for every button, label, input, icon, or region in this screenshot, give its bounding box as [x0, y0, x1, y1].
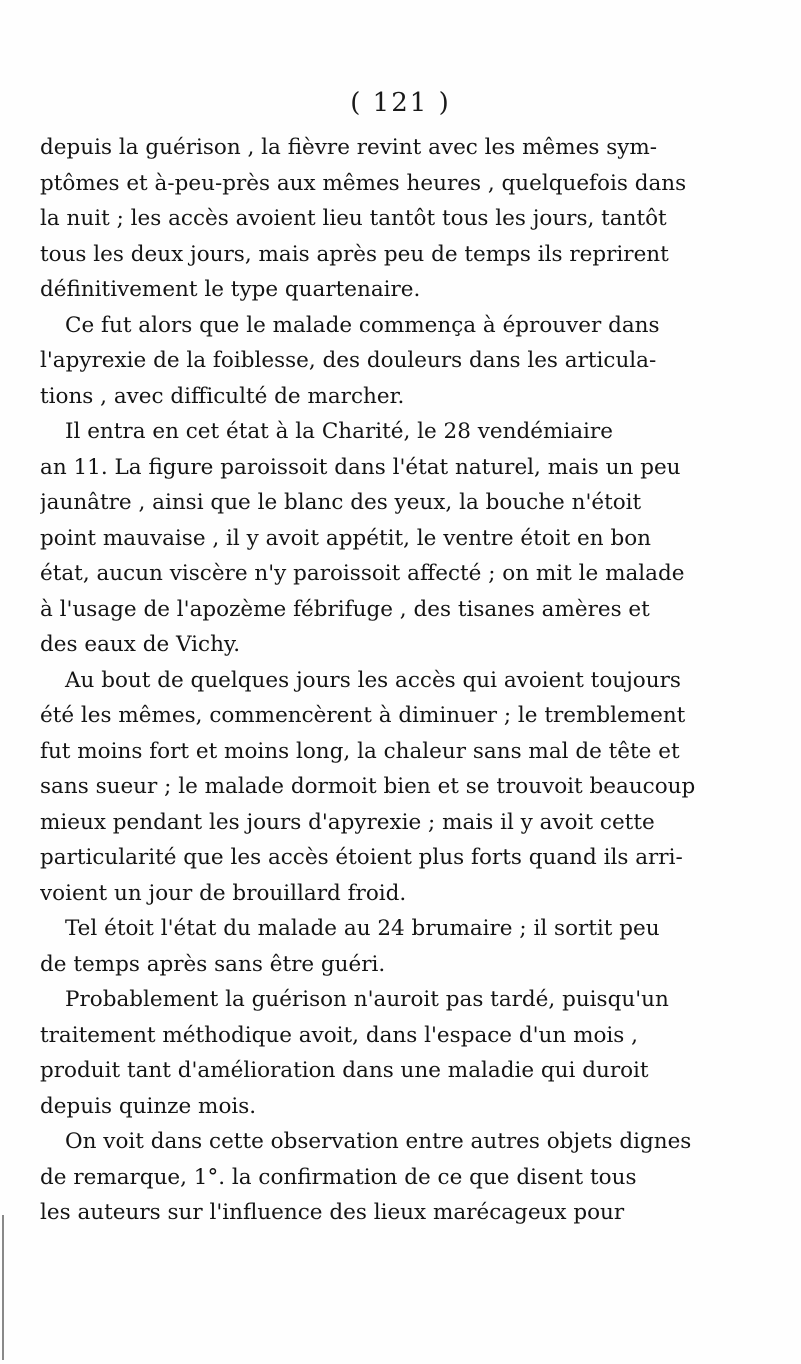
paragraph-start-line: Ce fut alors que le malade commença à éprouver dans [65, 312, 660, 338]
text-line: fut moins fort et moins long, la chaleur sans mal de tête et [40, 738, 680, 764]
text-line: depuis quinze mois. [40, 1093, 257, 1119]
text-line: sans sueur ; le malade dormoit bien et se trouvoit beaucoup [40, 774, 696, 799]
paragraph-start-line: Tel étoit l'état du malade au 24 brumaire ; il sortit peu [65, 916, 660, 941]
text-line: ptômes et à-peu-près aux mêmes heures , quelquefois dans [40, 170, 687, 196]
text-line: jaunâtre , ainsi que le blanc des yeux, la bouche n'étoit [40, 490, 642, 515]
text-line: point mauvaise , il y avoit appétit, le ventre étoit en bon [40, 525, 652, 551]
paragraph-start-line: Probablement la guérison n'auroit pas tardé, puisqu'un [65, 987, 669, 1012]
text-line: depuis la guérison , la fièvre revint avec les mêmes sym- [40, 135, 658, 160]
text-line: tions , avec difficulté de marcher. [40, 383, 405, 409]
text-line: la nuit ; les accès avoient lieu tantôt tous les jours, tantôt [40, 206, 667, 231]
text-line: produit tant d'amélioration dans une maladie qui duroit [40, 1058, 649, 1083]
text-line: l'apyrexie de la foiblesse, des douleurs dans les articula- [40, 348, 657, 373]
text-line: de remarque, 1°. la confirmation de ce que disent tous [40, 1164, 637, 1190]
text-line: été les mêmes, commencèrent à diminuer ; le tremblement [40, 703, 686, 728]
body-text [40, 130, 792, 1231]
text-line: mieux pendant les jours d'apyrexie ; mais il y avoit cette [40, 809, 655, 835]
paragraph-start-line: Au bout de quelques jours les accès qui avoient toujours [65, 667, 681, 693]
text-line: de temps après sans être guéri. [40, 951, 386, 977]
text-line: an 11. La figure paroissoit dans l'état naturel, mais un peu [40, 454, 681, 480]
text-line: état, aucun viscère n'y paroissoit affecté ; on mit le malade [40, 561, 685, 586]
page-edge-shadow [2, 1215, 4, 1360]
text-line: voient un jour de brouillard froid. [40, 880, 407, 906]
text-line: à l'usage de l'apozème fébrifuge , des tisanes amères et [40, 596, 650, 622]
page-number: ( 121 ) [350, 88, 451, 118]
paragraph-start-line: On voit dans cette observation entre autres objets dignes [65, 1129, 692, 1154]
text-line: les auteurs sur l'influence des lieux marécageux pour [40, 1200, 625, 1225]
text-line: définitivement le type quartenaire. [40, 277, 421, 302]
text-line: tous les deux jours, mais après peu de temps ils reprirent [40, 241, 669, 267]
paragraph-start-line: Il entra en cet état à la Charité, le 28 vendémiaire [65, 419, 613, 444]
text-line: traitement méthodique avoit, dans l'espace d'un mois , [40, 1022, 638, 1048]
text-line: des eaux de Vichy. [40, 632, 241, 657]
text-line: particularité que les accès étoient plus forts quand ils arri- [40, 845, 683, 870]
